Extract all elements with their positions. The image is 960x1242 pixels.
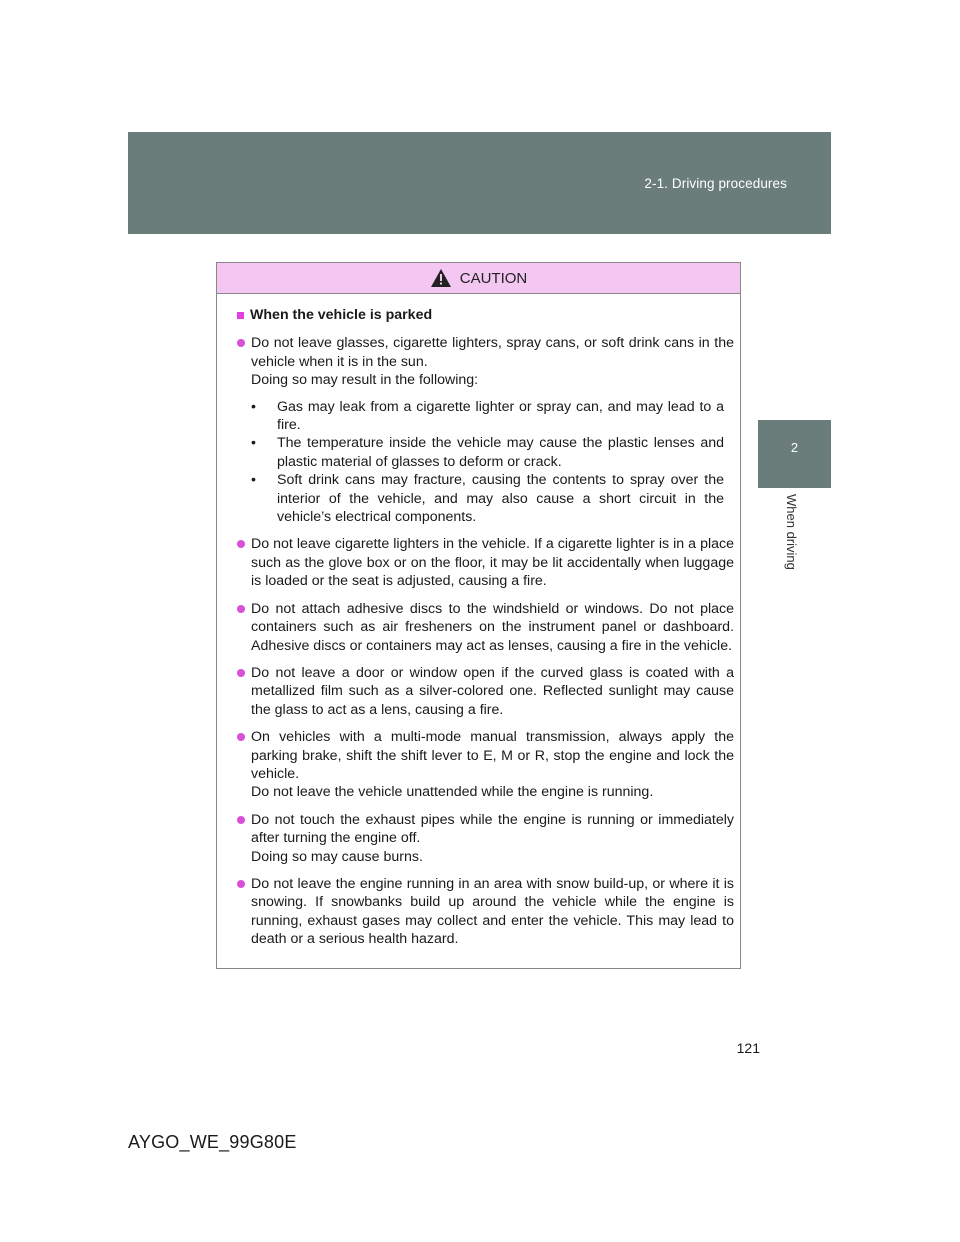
list-item	[237, 535, 734, 590]
page-number: 121	[736, 1040, 760, 1056]
list-item	[237, 875, 734, 949]
document-code: AYGO_WE_99G80E	[128, 1132, 297, 1152]
list-item	[237, 728, 734, 802]
bullet-dot-icon	[237, 339, 245, 347]
list-item	[237, 811, 734, 866]
bullet-dot-icon	[237, 816, 245, 824]
bullet-dot-icon	[237, 733, 245, 741]
chapter-tab: 2	[758, 420, 831, 488]
list-item-text: Do not touch the exhaust pipes while the engine is running or immediately after turning the engine off.	[251, 811, 734, 847]
warning-icon	[430, 268, 452, 288]
section-header: 2-1. Driving procedures	[644, 176, 787, 191]
list-item	[237, 664, 734, 719]
section-heading-text: When the vehicle is parked	[250, 307, 433, 323]
bullet-dot-icon	[237, 880, 245, 888]
list-item	[237, 334, 734, 526]
list-item	[237, 600, 734, 655]
caution-body	[217, 294, 740, 949]
list-item-text: Doing so may cause burns.	[251, 848, 423, 865]
list-item-text: Do not leave the engine running in an area with snow build-up, or where it is snowing. If snowbanks build up around the vehicle while the engine is running, exhaust gases may collect and enter the vehicle. This may lead to death or a serious health hazard.	[251, 875, 734, 948]
bullet-dot-icon	[237, 605, 245, 613]
sub-list	[251, 398, 734, 527]
list-item-text: Do not leave a door or window open if the curved glass is coated with a metallized film such as a silver-colored one. Reflected sunlight may cause the glass to act as a lens, causing a fire.	[251, 664, 734, 718]
list-item-text: Do not leave glasses, cigarette lighters, spray cans, or soft drink cans in the vehicle when it is in the sun.	[251, 335, 734, 370]
chapter-label-text: When driving	[784, 494, 799, 570]
caution-header	[217, 263, 740, 294]
list-item-text: Do not leave cigarette lighters in the vehicle. If a cigarette lighter is in a place such as the glove box or on the floor, it may be lit accidentally when luggage is loaded or the seat is adjusted, causing a fire.	[251, 536, 734, 590]
caution-box	[216, 262, 741, 969]
chapter-label	[778, 494, 808, 584]
sub-list-item: • Gas may leak from a cigarette lighter or spray can, and may lead to a fire.	[251, 398, 734, 435]
list-item-text: Doing so may result in the following:	[251, 372, 479, 389]
square-bullet-icon	[237, 312, 244, 319]
bullet-dot-icon	[237, 669, 245, 677]
sub-list-item: • Soft drink cans may fracture, causing the contents to spray over the interior of the vehicle, and may also cause a short circuit in the vehicle’s electrical components.	[251, 471, 734, 526]
list-item-text: On vehicles with a multi-mode manual transmission, always apply the parking brake, shift the shift lever to E, M or R, stop the engine and lock the vehicle.	[251, 729, 734, 782]
sub-list-item: • The temperature inside the vehicle may cause the plastic lenses and plastic material of glasses to deform or crack.	[251, 434, 734, 471]
section-heading	[237, 306, 734, 324]
caution-title: CAUTION	[459, 269, 528, 287]
header-band	[128, 132, 831, 234]
bullet-dot-icon	[237, 540, 245, 548]
list-item-text: Do not attach adhesive discs to the windshield or windows. Do not place containers such as air fresheners on the instrument panel or dashboard. Adhesive discs or containers may act as lenses, causing a fire in the vehicle.	[251, 600, 734, 654]
list-item-text: Do not leave the vehicle unattended while the engine is running.	[251, 784, 654, 801]
